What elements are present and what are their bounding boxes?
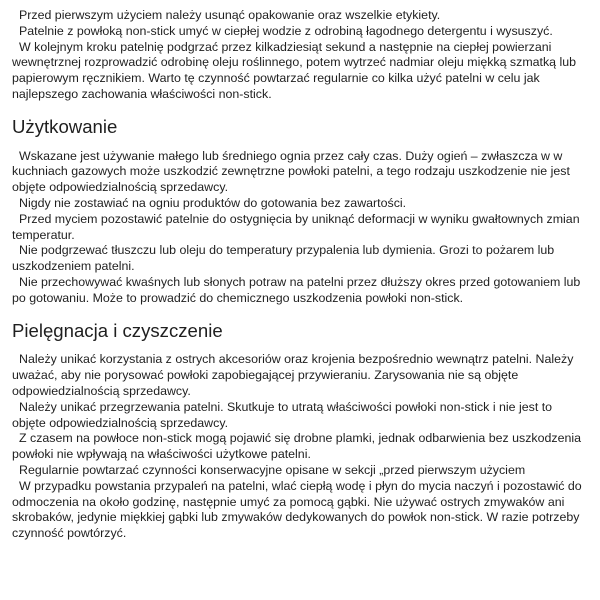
care-paragraph-4: Regularnie powtarzać czynności konserwacyjne opisane w sekcji „przed pierwszym użyciem <box>19 462 526 477</box>
care-paragraph-5: W przypadku powstania przypaleń na patelni, wlać ciepłą wodę i płyn do mycia naczyń i pozostawić do odmoczenia na około godzinę, następnie umyć za pomocą gąbki. Nie używać ostrych zmywaków ani skrobaków, jedynie miękkiej gąbki lub zmywaków dedykowanych do powłok non-stick. W razie potrzeby czynność powtórzyć. <box>12 478 582 541</box>
care-paragraph-3: Z czasem na powłoce non-stick mogą pojawić się drobne plamki, jednak odbarwienia bez uszkodzenia powłoki nie wpływają na właściwości użytkowe patelni. <box>12 431 582 462</box>
care-heading: Pielęgnacja i czyszczenie <box>12 319 223 341</box>
usage-section <box>12 115 588 307</box>
care-section <box>12 319 588 542</box>
usage-paragraph-5: Nie przechowywać kwaśnych lub słonych potraw na patelni przez dłuższy okres przed gotowaniem lub po gotowaniu. Może to prowadzić do chemicznego uszkodzenia powłoki non-stick. <box>12 274 581 305</box>
usage-paragraph-4: Nie podgrzewać tłuszczu lub oleju do temperatury przypalenia lub dymienia. Grozi to pożarem lub uszkodzeniem patelni. <box>12 243 555 274</box>
care-paragraph-1: Należy unikać korzystania z ostrych akcesoriów oraz krojenia bezpośrednio wewnątrz patelni. Należy uważać, aby nie porysować powłoki zapobiegającej przywieraniu. Zarysowania nie są objęte odpowiedzialnością sprzedawcy. <box>12 352 574 398</box>
care-paragraph-2: Należy unikać przegrzewania patelni. Skutkuje to utratą właściwości powłoki non-stick i nie jest to objęte odpowiedzialnością sprzedawcy. <box>12 399 553 430</box>
intro-paragraph-1: Przed pierwszym użyciem należy usunąć opakowanie oraz wszelkie etykiety. <box>19 8 441 22</box>
usage-heading: Użytkowanie <box>12 115 118 137</box>
usage-paragraph-1: Wskazane jest używanie małego lub średniego ognia przez cały czas. Duży ogień – zwłaszcza w w kuchniach gazowych może uszkodzić zewnętrzne powłoki patelni, a tego rodzaju uszkodzenie nie jest objęte odpowiedzialnością sprzedawcy. <box>12 148 570 195</box>
usage-paragraph-2: Nigdy nie zostawiać na ogniu produktów do gotowania bez zawartości. <box>19 195 407 210</box>
usage-paragraph-3: Przed myciem pozostawić patelnie do ostygnięcia by uniknąć deformacji w wyniku gwałtownych zmian temperatur. <box>12 211 580 242</box>
intro-paragraph-3: W kolejnym kroku patelnię podgrzać przez kilkadziesiąt sekund a następnie na ciepłej powierzani wewnętrznej rozprowadzić odrobinę oleju roślinnego, potem wytrzeć nadmiar oleju miękką szmatką lub papierowym ręcznikiem. Warto tę czynność powtarzać regularnie co kilka użyć patelni w celu jak najlepszego zachowania właściwości non-stick. <box>12 39 577 101</box>
intro-paragraph-2: Patelnie z powłoką non-stick umyć w ciepłej wodzie z odrobiną łagodnego detergentu i wysuszyć. <box>19 23 553 38</box>
intro-section <box>12 8 588 103</box>
